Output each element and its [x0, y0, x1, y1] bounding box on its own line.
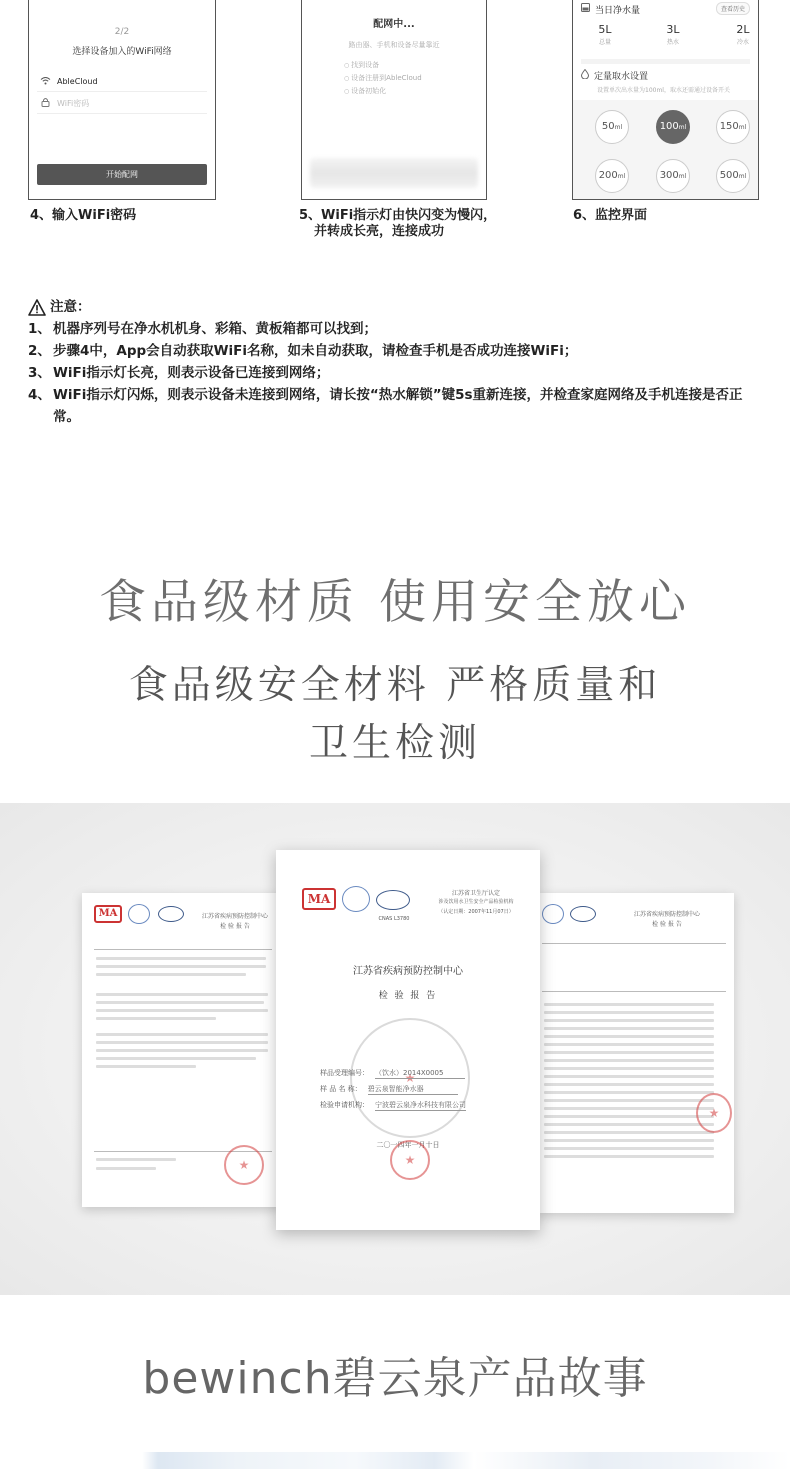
left-org-name: 江苏省疾病预防控制中心 — [201, 913, 268, 920]
text-line — [96, 1033, 268, 1036]
phone-screen-wifi-password — [28, 0, 216, 200]
divider — [581, 59, 750, 64]
amount-value: 50 — [601, 121, 615, 132]
table-row — [544, 1099, 714, 1102]
table-row — [544, 1019, 714, 1022]
amount-150ml-button[interactable] — [716, 110, 750, 144]
divider — [94, 949, 272, 950]
text-line — [96, 1057, 256, 1060]
table-row — [544, 1043, 714, 1046]
wifi-password-field[interactable]: WiFi密码 — [57, 99, 90, 108]
table-row — [544, 1067, 714, 1070]
next-section-image-edge — [0, 1452, 790, 1469]
stat-hot — [653, 23, 693, 46]
note-number: 3、 — [28, 365, 51, 381]
text-line — [96, 1017, 216, 1020]
view-history-button[interactable]: 查看历史 — [716, 2, 750, 15]
water-drop-icon — [581, 69, 589, 82]
red-seal-stamp — [390, 1140, 430, 1180]
ilac-logo — [342, 886, 370, 912]
caption-step-5-line1: 5、WiFi指示灯由快闪变为慢闪， — [299, 208, 497, 223]
table-row — [544, 1155, 714, 1158]
table-row — [544, 1123, 714, 1126]
field-label: 检验申请机构： — [320, 1101, 369, 1109]
notes-heading — [28, 296, 768, 318]
authority-line3: （认定日期：2007年11月07日） — [438, 909, 514, 915]
dispense-hint: 设置单次出水量为100ml，取水还需通过设备开关 — [597, 87, 730, 94]
ma-logo: MA — [94, 905, 122, 923]
phone-screen-monitor — [572, 0, 759, 200]
text-line — [96, 957, 266, 960]
ma-logo: MA — [302, 888, 336, 910]
dispense-setting-header — [581, 69, 648, 82]
ilac-logo — [542, 904, 564, 924]
text-line — [96, 1041, 268, 1044]
field-label: 样品受理编号： — [320, 1069, 369, 1077]
list-item: ○ 设备初始化 — [344, 85, 422, 98]
wifi-select-title: 选择设备加入的WiFi网络 — [72, 47, 172, 57]
text-line — [96, 1065, 196, 1068]
field-value: 碧云泉智能净水器 — [368, 1084, 458, 1095]
phone-screen-connecting — [301, 0, 487, 200]
list-item — [28, 318, 768, 340]
note-text: 机器序列号在净水机机身、彩箱、黄板箱都可以找到； — [53, 321, 377, 337]
daily-water-title: 当日净水量 — [595, 5, 641, 16]
stat-label: 总量 — [598, 39, 611, 46]
sample-name-field — [320, 1084, 458, 1095]
table-row — [544, 1107, 714, 1110]
list-item — [28, 362, 768, 384]
amount-100ml-button[interactable] — [656, 110, 690, 144]
amount-unit: ml — [614, 124, 623, 131]
stat-value: 3L — [666, 23, 680, 36]
table-row — [544, 1147, 714, 1150]
field-label: 样 品 名 称： — [320, 1085, 362, 1093]
report-date: 二〇一四年一月十日 — [376, 1141, 440, 1149]
amount-options — [573, 100, 758, 200]
text-line — [96, 1049, 268, 1052]
center-report-title: 检 验 报 告 — [378, 991, 438, 1001]
amount-unit: ml — [617, 173, 626, 180]
notes-section — [28, 296, 768, 428]
amount-value: 500 — [719, 170, 739, 181]
authority-line1: 江苏省卫生厅认定 — [451, 890, 500, 897]
start-network-config-button[interactable]: 开始配网 — [37, 164, 207, 185]
table-row — [544, 1091, 714, 1094]
text-line — [96, 993, 268, 996]
warning-icon — [28, 299, 46, 316]
amount-unit: ml — [678, 124, 687, 131]
cnas-logo — [376, 890, 410, 910]
cnas-logo — [158, 906, 184, 922]
amount-unit: ml — [738, 124, 747, 131]
amount-500ml-button[interactable] — [716, 159, 750, 193]
text-line — [96, 1009, 268, 1012]
caption-step-5-line2: 并转成长亮，连接成功 — [314, 224, 445, 239]
step-indicator: 2/2 — [114, 27, 130, 37]
amount-unit: ml — [678, 173, 687, 180]
table-row — [544, 1059, 714, 1062]
stat-label: 热水 — [666, 39, 679, 46]
amount-value: 150 — [719, 121, 739, 132]
stat-value: 5L — [598, 23, 612, 36]
text-line — [96, 1158, 176, 1161]
lock-icon — [37, 97, 53, 110]
text-line — [96, 965, 266, 968]
list-item: ○ 找到设备 — [344, 59, 422, 72]
list-item — [28, 384, 768, 428]
product-story-heading: bewinch碧云泉产品故事 — [142, 1353, 648, 1404]
caption-step-6: 6、监控界面 — [573, 208, 648, 223]
note-number: 1、 — [28, 321, 51, 337]
list-item — [28, 340, 768, 362]
table-row — [544, 1139, 714, 1142]
wifi-ssid-row[interactable] — [37, 72, 207, 92]
test-report-left — [82, 893, 282, 1207]
table-row — [544, 1027, 714, 1030]
table-row — [544, 1115, 714, 1118]
field-value: 宁波碧云泉净水科技有限公司 — [375, 1101, 466, 1109]
test-report-right — [538, 893, 734, 1213]
safety-subheading-line1: 食品级安全材料 严格质量和 — [128, 663, 662, 708]
stat-total — [585, 23, 625, 46]
amount-50ml-button[interactable] — [595, 110, 629, 144]
amount-value: 200 — [598, 170, 618, 181]
cnas-logo — [570, 906, 596, 922]
note-text: WiFi指示灯闪烁，则表示设备未连接到网络，请长按“热水解锁”键5s重新连接，并检查家庭网络及手机连接是否正常。 — [53, 387, 743, 425]
applicant-field — [320, 1100, 466, 1111]
amount-unit: ml — [738, 173, 747, 180]
table-row — [544, 1075, 714, 1078]
notes-heading-text: 注意： — [50, 299, 91, 315]
list-item: ○ 设备注册到AbleCloud — [344, 72, 422, 85]
center-org-name: 江苏省疾病预防控制中心 — [353, 966, 463, 977]
table-row — [544, 1011, 714, 1014]
divider — [542, 991, 726, 992]
stat-label: 冷水 — [736, 39, 749, 46]
daily-water-header — [581, 2, 750, 16]
table-row — [544, 1003, 714, 1006]
connecting-steps — [344, 59, 422, 98]
sample-id-field — [320, 1068, 465, 1079]
text-line — [96, 1167, 156, 1170]
left-report-title: 检 验 报 告 — [220, 923, 250, 930]
food-grade-heading: 食品级材质 使用安全放心 — [99, 575, 691, 630]
divider — [542, 943, 726, 944]
safety-subheading-line2: 卫生检测 — [308, 721, 481, 766]
right-org-name: 江苏省疾病预防控制中心 — [633, 911, 700, 918]
connecting-subtitle: 路由器、手机和设备尽量靠近 — [348, 41, 440, 49]
note-number: 4、 — [28, 387, 51, 403]
red-seal-stamp — [224, 1145, 264, 1185]
wifi-password-row[interactable] — [37, 94, 207, 114]
stat-cold — [723, 23, 759, 46]
note-text: 步骤4中，App会自动获取WiFi名称，如未自动获取，请检查手机是否成功连接WiFi； — [53, 343, 578, 359]
field-value: （饮水）2014X0005 — [375, 1068, 465, 1079]
note-text: WiFi指示灯长亮，则表示设备已连接到网络； — [53, 365, 330, 381]
caption-step-4: 4、输入WiFi密码 — [30, 208, 137, 223]
amount-200ml-button[interactable] — [595, 159, 629, 193]
table-row — [544, 1035, 714, 1038]
authority-line2: 涉及饮用水卫生安全产品检验机构 — [438, 899, 514, 905]
stat-value: 2L — [736, 23, 750, 36]
wifi-ssid: AbleCloud — [57, 77, 98, 86]
tank-icon — [581, 3, 590, 15]
dispense-setting-title: 定量取水设置 — [594, 72, 649, 82]
amount-value: 300 — [659, 170, 679, 181]
amount-value: 100 — [659, 121, 679, 132]
table-row — [544, 1051, 714, 1054]
right-report-title: 检 验 报 告 — [652, 921, 682, 928]
text-line — [96, 973, 246, 976]
table-row — [544, 1083, 714, 1086]
note-number: 2、 — [28, 343, 51, 359]
blurred-button — [310, 158, 478, 188]
connecting-title: 配网中... — [373, 19, 415, 30]
amount-300ml-button[interactable] — [656, 159, 690, 193]
table-row — [544, 1131, 714, 1134]
wifi-icon — [37, 76, 53, 88]
test-report-cover — [276, 850, 540, 1230]
text-line — [96, 1001, 264, 1004]
cnas-number: CNAS L3780 — [378, 916, 410, 922]
ilac-logo — [128, 904, 150, 924]
red-seal-stamp — [696, 1093, 732, 1133]
